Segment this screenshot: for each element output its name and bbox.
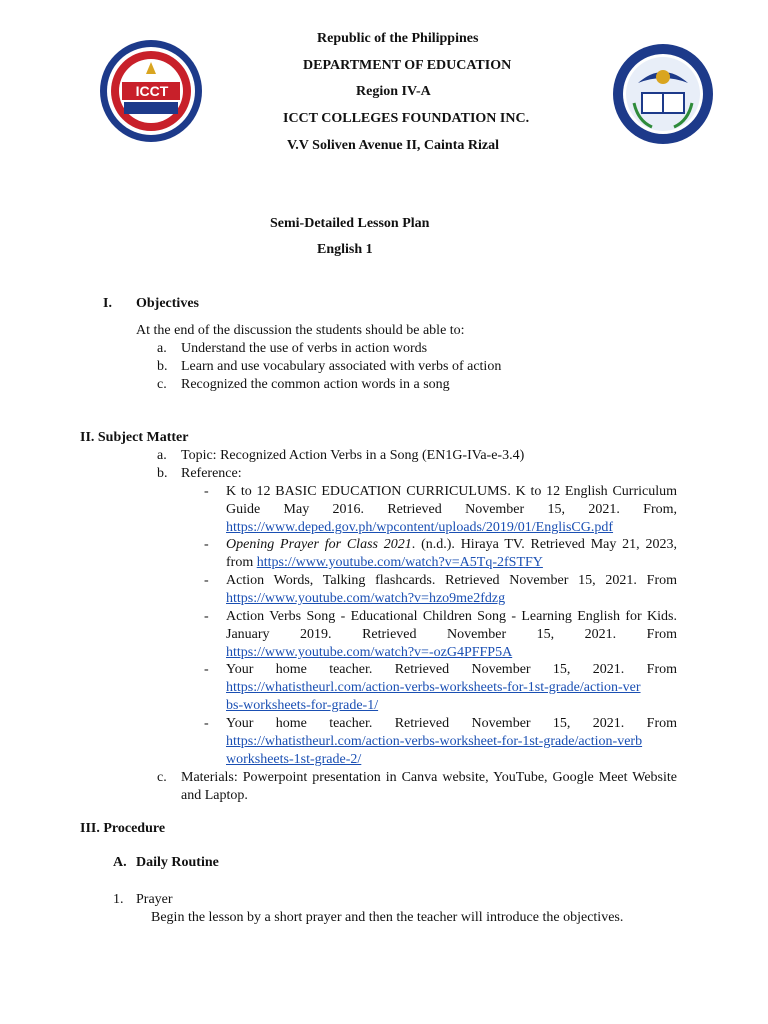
reference-link[interactable]: https://whatistheurl.com/action-verbs-worksheet-for-1st-grade/action-verb xyxy=(226,734,643,749)
prayer-text: Begin the lesson by a short prayer and then the teacher will introduce the objectives. xyxy=(151,910,624,925)
reference-item xyxy=(226,661,677,715)
lesson-plan-title: Semi-Detailed Lesson Plan xyxy=(270,216,430,231)
header-region: Region IV-A xyxy=(356,84,431,99)
objective-item: Learn and use vocabulary associated with verbs of action xyxy=(181,359,502,374)
reference-text: Your home teacher. Retrieved November 15, 2021. From xyxy=(226,716,677,731)
materials-letter: c. xyxy=(157,770,167,785)
reference-text: . (n.d.). Hiraya TV. Retrieved May 21, 2023, from xyxy=(226,537,677,570)
icct-logo-center-text: ICCT xyxy=(135,83,169,99)
reference-title: Opening Prayer for Class 2021 xyxy=(226,537,412,552)
objectives-numeral: I. xyxy=(103,296,112,311)
objective-letter: b. xyxy=(157,359,168,374)
daily-routine-letter: A. xyxy=(113,855,127,870)
reference-text: Action Verbs Song - Educational Children Song - Learning English for Kids. January 2019. Retrieved November 15, 2021. From xyxy=(226,609,677,642)
reference-text: Your home teacher. Retrieved November 15, 2021. From xyxy=(226,662,677,677)
bullet-dash: - xyxy=(204,716,209,731)
reference-link[interactable]: https://www.youtube.com/watch?v=-ozG4PFFP5A xyxy=(226,645,513,660)
cte-logo xyxy=(612,43,714,145)
subject-matter-heading: II. Subject Matter xyxy=(80,430,189,445)
reference-item xyxy=(226,572,677,608)
reference-letter: b. xyxy=(157,466,168,481)
objective-item: Understand the use of verbs in action words xyxy=(181,341,428,356)
reference-link[interactable]: https://www.youtube.com/watch?v=hzo9me2fdzg xyxy=(226,591,506,606)
topic-text: Topic: Recognized Action Verbs in a Song (EN1G-IVa-e-3.4) xyxy=(181,448,525,463)
reference-item xyxy=(226,483,677,537)
objectives-heading: Objectives xyxy=(136,296,199,311)
reference-link[interactable]: worksheets-1st-grade-2/ xyxy=(226,752,362,767)
reference-label: Reference: xyxy=(181,466,242,481)
objective-item: Recognized the common action words in a song xyxy=(181,377,450,392)
reference-item xyxy=(226,608,677,662)
reference-item xyxy=(226,715,677,769)
reference-text: K to 12 BASIC EDUCATION CURRICULUMS. K to 12 English Curriculum Guide May 2016. Retrieved November 15, 2021. From, xyxy=(226,484,677,517)
objective-letter: c. xyxy=(157,377,167,392)
reference-link[interactable]: https://whatistheurl.com/action-verbs-worksheets-for-1st-grade/action-ver xyxy=(226,680,641,695)
header-department: DEPARTMENT OF EDUCATION xyxy=(303,58,512,73)
topic-letter: a. xyxy=(157,448,167,463)
prayer-number: 1. xyxy=(113,892,124,907)
objective-letter: a. xyxy=(157,341,167,356)
bullet-dash: - xyxy=(204,609,209,624)
prayer-title: Prayer xyxy=(136,892,173,907)
reference-text: Action Words, Talking flashcards. Retrieved November 15, 2021. From xyxy=(226,573,677,588)
reference-item xyxy=(226,536,677,572)
reference-link[interactable]: https://www.youtube.com/watch?v=A5Tq-2fSTFY xyxy=(256,555,543,570)
header-address: V.V Soliven Avenue II, Cainta Rizal xyxy=(287,138,499,153)
bullet-dash: - xyxy=(204,484,209,499)
reference-link[interactable]: https://www.deped.gov.ph/wpcontent/uploads/2019/01/EnglisCG.pdf xyxy=(226,520,614,535)
objectives-intro: At the end of the discussion the students should be able to: xyxy=(136,323,465,338)
procedure-heading: III. Procedure xyxy=(80,821,166,836)
header-republic: Republic of the Philippines xyxy=(317,31,479,46)
materials-text: Materials: Powerpoint presentation in Canva website, YouTube, Google Meet Website and Laptop. xyxy=(181,770,677,803)
reference-link[interactable]: bs-worksheets-for-grade-1/ xyxy=(226,698,379,713)
bullet-dash: - xyxy=(204,573,209,588)
bullet-dash: - xyxy=(204,662,209,677)
header-school: ICCT COLLEGES FOUNDATION INC. xyxy=(283,111,530,126)
daily-routine-heading: Daily Routine xyxy=(136,855,219,870)
lesson-plan-subject: English 1 xyxy=(317,242,373,257)
bullet-dash: - xyxy=(204,537,209,552)
